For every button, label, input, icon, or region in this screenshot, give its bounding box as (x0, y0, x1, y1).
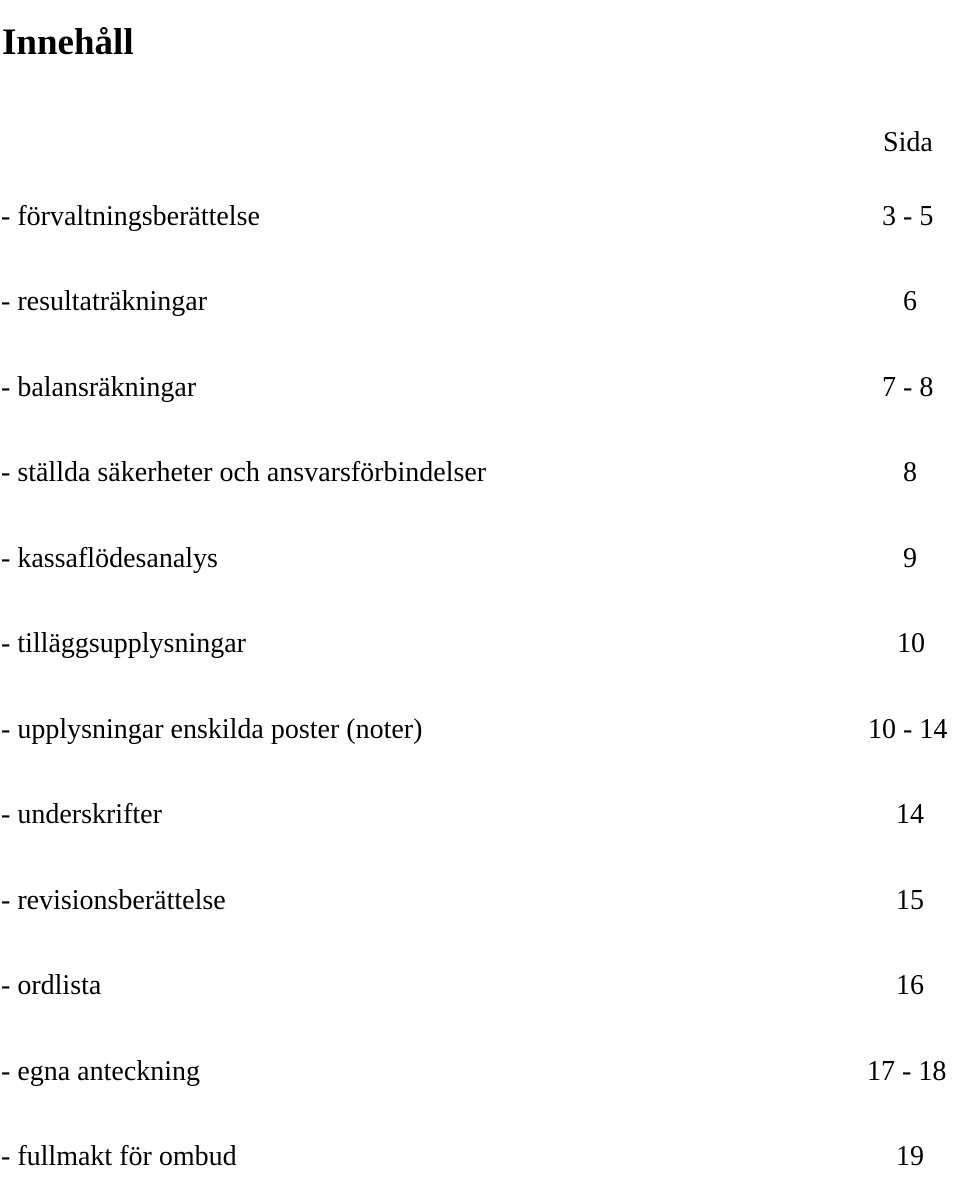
toc-entry (0, 1140, 960, 1180)
toc-entry-page: 14 (896, 799, 924, 830)
toc-entry (0, 884, 960, 924)
toc-entry-label: - balansräkningar (1, 372, 197, 403)
toc-entry (0, 200, 960, 240)
toc-entry (0, 1055, 960, 1095)
toc-entry-page: 10 - 14 (868, 714, 948, 745)
toc-entry-page: 9 (903, 543, 917, 574)
toc-entry (0, 969, 960, 1009)
page-column-header: Sida (883, 127, 933, 158)
toc-entry-label: - fullmakt för ombud (1, 1141, 237, 1172)
document-title: Innehåll (2, 21, 134, 63)
toc-entry-page: 17 - 18 (867, 1056, 947, 1087)
toc-entry (0, 713, 960, 753)
toc-entry-page: 19 (896, 1141, 924, 1172)
toc-entry-page: 3 - 5 (882, 201, 934, 232)
toc-entry-label: - ställda säkerheter och ansvarsförbindelser (1, 457, 487, 488)
toc-entry (0, 285, 960, 325)
toc-entry-label: - förvaltningsberättelse (1, 201, 260, 232)
toc-entry-page: 15 (896, 885, 924, 916)
toc-entry (0, 627, 960, 667)
toc-entry-label: - revisionsberättelse (1, 885, 226, 916)
toc-entry-page: 7 - 8 (882, 372, 934, 403)
toc-entry-label: - underskrifter (1, 799, 162, 830)
toc-entry (0, 542, 960, 582)
toc-entry (0, 371, 960, 411)
toc-entry-page: 8 (903, 457, 917, 488)
toc-entry-page: 10 (897, 628, 925, 659)
toc-entry-page: 16 (896, 970, 924, 1001)
toc-entry-label: - tilläggsupplysningar (1, 628, 246, 659)
toc-entry-label: - upplysningar enskilda poster (noter) (1, 714, 423, 745)
toc-entry-label: - kassaflödesanalys (1, 543, 218, 574)
toc-entry-label: - ordlista (1, 970, 102, 1001)
toc-entry-label: - egna anteckning (1, 1056, 201, 1087)
toc-entry-label: - resultaträkningar (1, 286, 208, 317)
toc-entry (0, 456, 960, 496)
toc-entry-page: 6 (903, 286, 917, 317)
toc-entry (0, 798, 960, 838)
